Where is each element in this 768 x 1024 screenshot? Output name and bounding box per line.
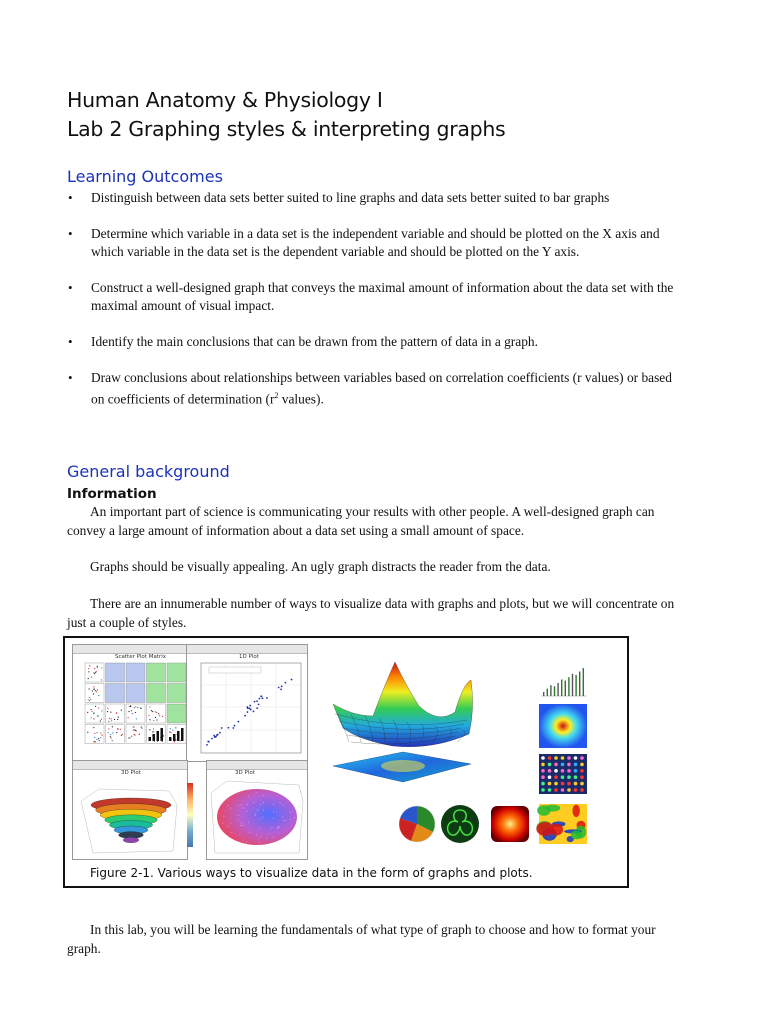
panel-title: 3D Plot: [121, 770, 141, 776]
list-item: • Identify the main conclusions that can be drawn from the pattern of data in a graph.: [67, 333, 687, 351]
pie-chart: [399, 806, 435, 842]
plot3d-left-panel: [72, 760, 188, 860]
title-line-1: Human Anatomy & Physiology I: [67, 88, 383, 112]
panel-title: 3D Plot: [235, 770, 255, 776]
plot3d-right-panel: [206, 760, 308, 860]
closing-paragraph: In this lab, you will be learning the fundamentals of what type of graph to choose and how to format your graph.: [67, 922, 656, 956]
cone-3d-graphic: [73, 761, 199, 859]
general-background-heading: General background: [67, 462, 230, 481]
list-item: • Draw conclusions about relationships between variables based on correlation coefficients (r values) or based on coefficients of determination ($r^2$ values).: [67, 369, 687, 408]
heatmap-radial: [539, 704, 587, 748]
learning-outcomes-list: [67, 189, 687, 408]
paragraph-1: An important part of science is communicating your results with other people. A well-designed graph can convey a large amount of information about a data set using a small amount of space.: [67, 504, 655, 538]
paragraph-3: There are an innumerable number of ways to visualize data with graphs and plots, but we will concentrate on just a couple of styles.: [67, 596, 675, 630]
list-item: • Construct a well-designed graph that conveys the maximal amount of information about the data set with the maximal amount of visual impact.: [67, 279, 687, 315]
scatter-plot-graphic: [187, 645, 307, 761]
panel-title: 1D Plot: [239, 654, 259, 660]
mini-bar-plot: [541, 668, 587, 696]
list-item: • Determine which variable in a data set is the independent variable and should be plotted on the X axis and which variable in the data set is the dependent variable and should be plotted on the Y axis.: [67, 225, 687, 261]
heatmap-red: [491, 806, 529, 842]
learning-outcomes-heading: Learning Outcomes: [67, 167, 223, 186]
trefoil-plot: [441, 805, 479, 843]
paragraph-2: Graphs should be visually appealing. An ugly graph distracts the reader from the data.: [90, 559, 551, 574]
surface-plots-graphic: [323, 654, 623, 866]
scatter-matrix-panel: [72, 644, 188, 762]
figure-caption: Figure 2-1. Various ways to visualize data in the form of graphs and plots.: [90, 866, 533, 880]
panel-title: Scatter Plot Matrix: [115, 654, 167, 660]
scatter-matrix-graphic: [73, 645, 187, 761]
scatter-plot-panel: [186, 644, 308, 762]
heatmap-grid: [539, 754, 587, 794]
sphere-scatter-graphic: [207, 761, 307, 859]
information-subheading: Information: [67, 486, 157, 502]
list-item: • Distinguish between data sets better suited to line graphs and data sets better suited to bar graphs: [67, 189, 687, 207]
figure-2-1: [63, 636, 629, 888]
title-line-2: Lab 2 Graphing styles & interpreting graphs: [67, 117, 506, 141]
